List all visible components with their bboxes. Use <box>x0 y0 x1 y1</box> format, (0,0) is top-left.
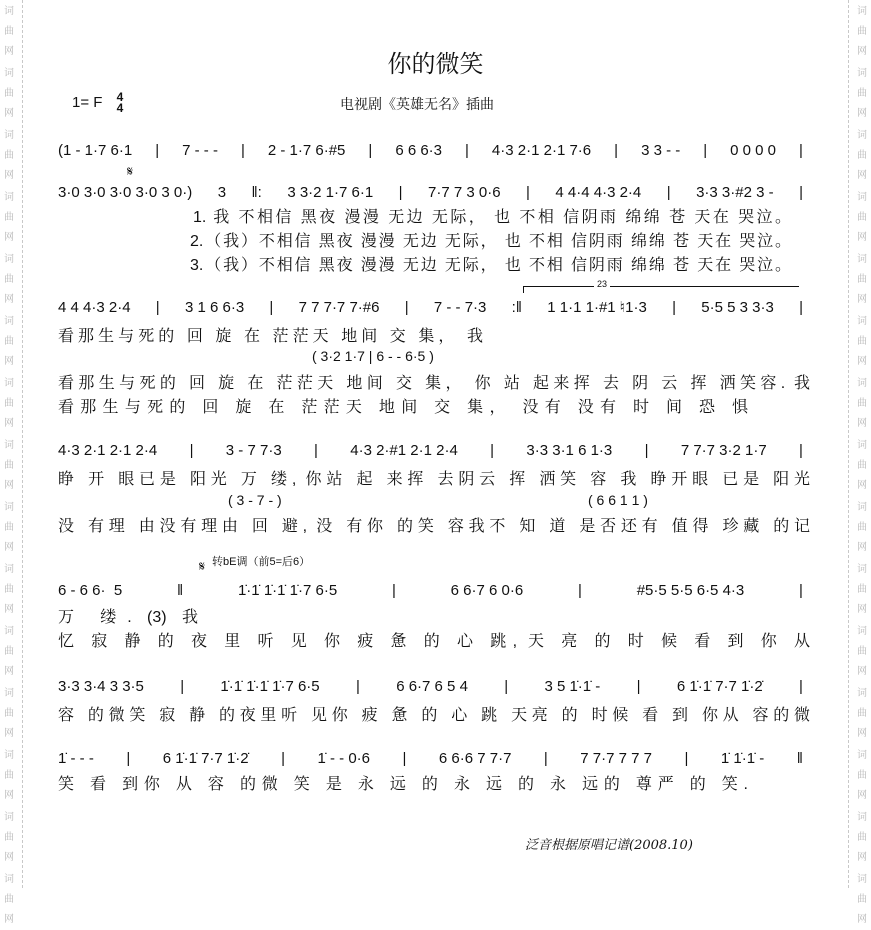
watermark-text: 词 曲 网 <box>4 68 14 119</box>
barline: | <box>398 183 403 201</box>
measure-notes: 3·3 3·4 3 3·5 <box>58 677 144 695</box>
measure-notes: 1̇·1̇ 1̇·1̇ 1̇·7 6·5 <box>220 677 320 695</box>
lyric-line: 1. 我 不相信 黑夜 漫漫 无边 无际， 也 不相 信阴雨 绵绵 苍 天在 哭泣。 <box>193 209 791 226</box>
watermark-text: 词 曲 网 <box>4 378 14 429</box>
watermark-text: 词 曲 网 <box>857 874 867 925</box>
measure-notes: #5·5 5·5 6·5 4·3 <box>636 581 745 599</box>
measure-notes: 1̇·1̇ 1̇·1̇ 1̇·7 6·5 <box>237 581 338 599</box>
barline: | <box>614 141 619 159</box>
measure-notes: 3·0 3·0 3·0 3·0 3 0·) <box>58 183 193 201</box>
watermark-text: 词 曲 网 <box>857 68 867 119</box>
barline: | <box>799 141 803 159</box>
score-row-2 <box>58 181 803 203</box>
measure-notes: 3 3 - - <box>641 141 681 159</box>
barline: | <box>526 183 530 201</box>
measure-notes: 6 6 6·3 <box>395 141 443 159</box>
score-row-1 <box>58 139 803 161</box>
measure-notes: 2 - 1·7 6·#5 <box>267 141 346 159</box>
barline: | <box>355 677 360 695</box>
volta-number: 23 <box>594 279 610 289</box>
barline: | <box>578 581 582 599</box>
barline: | <box>799 298 803 316</box>
watermark-text: 词 曲 网 <box>4 6 14 57</box>
measure-notes: 7·7 7 3 0·6 <box>428 183 501 201</box>
lyric-line: 笑 看 到你 从 容 的微 笑 是 永 远 的 永 远 的 永 远的 尊严 的 笑. <box>58 776 748 793</box>
measure-notes: 3·3 3·1 6 1·3 <box>526 441 613 459</box>
watermark-text: 词 曲 网 <box>857 254 867 305</box>
barline: | <box>155 141 160 159</box>
watermark-text: 词 曲 网 <box>4 130 14 181</box>
measure-notes: 6 1̇·1̇ 7·7 1̇·2̇ <box>162 749 249 767</box>
watermark-text: 词 曲 网 <box>4 812 14 863</box>
barline: | <box>799 441 803 459</box>
watermark-text: 词 曲 网 <box>857 812 867 863</box>
watermark-text: 词 曲 网 <box>4 874 14 925</box>
lyric-line: 没 有理 由没有理由 回 避, 没 有你 的笑 容我不 知 道 是否还有 值得 珍藏 的记 <box>58 518 810 535</box>
barline: | <box>644 441 649 459</box>
barline: | <box>636 677 641 695</box>
score-row-6 <box>58 675 803 697</box>
watermark-text: 词 曲 网 <box>857 626 867 677</box>
time-signature <box>117 92 124 114</box>
lyric-line: 看那生与死的 回 旋 在 茫茫天 地间 交 集， 你 站 起来挥 去 阴 云 挥 洒笑容. 我 <box>58 375 810 392</box>
watermark-text: 词 曲 网 <box>857 192 867 243</box>
watermark-text: 词 曲 网 <box>4 564 14 615</box>
measure-notes: 1̇ - - 0·6 <box>317 749 370 767</box>
barline: | <box>799 581 803 599</box>
barline: | <box>666 183 671 201</box>
alt-notes: ( 3·2 1·7 | 6 - - 6·5 ) <box>312 348 434 364</box>
song-title: 你的微笑 <box>387 50 484 78</box>
watermark-text: 词 曲 网 <box>4 192 14 243</box>
segno-icon: 𝄋 <box>127 163 134 179</box>
measure-notes: 1̇ - - - <box>58 749 94 767</box>
alt-notes: ( 6 6 1 1 ) <box>588 492 648 508</box>
lyric-line: 忆 寂 静 的 夜 里 听 见 你 疲 惫 的 心 跳, 天 亮 的 时 候 看 到 你 从 <box>58 633 810 650</box>
measure-notes: 3 3·2 1·7 6·1 <box>287 183 374 201</box>
watermark-right <box>855 0 869 925</box>
lyric-line: 容 的微笑 寂 静 的夜里听 见你 疲 惫 的 心 跳 天亮 的 时候 看 到 你从 容的微 <box>58 707 810 724</box>
barline: | <box>684 749 689 767</box>
measure-notes: 7 - - 7·3 <box>433 298 487 316</box>
watermark-text: 词 曲 网 <box>4 254 14 305</box>
watermark-text: 词 曲 网 <box>4 316 14 367</box>
watermark-text: 词 曲 网 <box>857 688 867 739</box>
margin-dashed-line <box>22 0 23 888</box>
measure-notes: 0 0 0 0 <box>730 141 777 159</box>
measure-notes: 6 6·6 7 7·7 <box>438 749 512 767</box>
measure-notes: 1̇ 1̇·1̇ - <box>720 749 765 767</box>
barline: | <box>180 677 185 695</box>
watermark-text: 词 曲 网 <box>857 564 867 615</box>
alt-notes: ( 3 - 7 - ) <box>228 492 282 508</box>
watermark-text: 词 曲 网 <box>4 626 14 677</box>
barline: | <box>543 749 548 767</box>
margin-dashed-line <box>848 0 849 888</box>
measure-notes: 1 1·1 1·#1 ♮1·3 <box>547 299 647 316</box>
transcription-credit: 泛音根据原唱记谱(2008.10) <box>525 838 693 853</box>
measure-notes: 6 - 6 6· 5 <box>58 581 123 599</box>
barline: ‖: <box>251 183 262 201</box>
score-row-4 <box>58 439 803 461</box>
watermark-text: 词 曲 网 <box>857 502 867 553</box>
watermark-text: 词 曲 网 <box>857 378 867 429</box>
time-sig-bottom: 4 <box>116 101 124 115</box>
barline: | <box>799 183 803 201</box>
watermark-text: 词 曲 网 <box>4 502 14 553</box>
watermark-text: 词 曲 网 <box>857 6 867 57</box>
barline: | <box>490 441 495 459</box>
barline: | <box>281 749 285 767</box>
lyric-line: 看那生与死的 回 旋 在 茫茫天 地间 交 集， 没有 没有 时 间 恐 惧 <box>58 399 748 416</box>
watermark-left <box>2 0 16 925</box>
segno-icon: 𝄋 <box>199 558 206 574</box>
measure-notes: 7 - - - <box>182 141 218 159</box>
barline: | <box>240 141 245 159</box>
measure-notes: 7 7·7 7 7 7 <box>580 749 653 767</box>
score-row-7 <box>58 747 803 769</box>
modulation-note: 转bE调（前5=后6） <box>212 556 311 568</box>
barline: | <box>155 298 160 316</box>
key-signature <box>72 92 123 114</box>
barline: | <box>126 749 131 767</box>
barline: | <box>504 677 509 695</box>
barline: ‖ <box>176 581 184 599</box>
measure-notes: 7 7·7 3·2 1·7 <box>680 441 767 459</box>
volta-bracket <box>523 279 799 293</box>
measure-notes: 4·3 2·1 2·1 7·6 <box>491 141 592 159</box>
lyric-line: 2.（我）不相信 黑夜 漫漫 无边 无际， 也 不相 信阴雨 绵绵 苍 天在 哭泣。 <box>190 233 791 250</box>
watermark-text: 词 曲 网 <box>857 440 867 491</box>
barline: | <box>314 441 318 459</box>
lyric-line: 万 缕. (3) 我 <box>58 609 198 626</box>
barline: | <box>703 141 708 159</box>
lyric-line: 睁 开 眼已是 阳光 万 缕, 你站 起 来挥 去阴云 挥 洒笑 容 我 睁开眼 已是 阳光 <box>58 471 810 488</box>
barline: :‖ <box>511 298 523 316</box>
score-row-5 <box>58 579 803 601</box>
barline: | <box>672 298 677 316</box>
barline: | <box>402 749 407 767</box>
song-subtitle: 电视剧《英雄无名》插曲 <box>340 97 494 113</box>
barline: | <box>391 581 396 599</box>
watermark-text: 词 曲 网 <box>857 750 867 801</box>
lyric-line: 看那生与死的 回 旋 在 茫茫天 地间 交 集， 我 <box>58 328 483 345</box>
measure-notes: 6 6·7 6 0·6 <box>450 581 524 599</box>
measure-notes: 3 - 7 7·3 <box>225 441 282 459</box>
measure-notes: 3 <box>217 183 227 201</box>
measure-notes: 3 1 6 6·3 <box>184 298 245 316</box>
measure-notes: 5·5 5 3 3·3 <box>701 298 774 316</box>
score-row-3 <box>58 296 803 318</box>
barline: | <box>799 677 803 695</box>
measure-notes: 6 6·7 6 5 4 <box>396 677 468 695</box>
barline: | <box>368 141 373 159</box>
key-label: 1= F <box>72 93 103 111</box>
measure-notes: 3 5 1̇·1̇ - <box>544 677 601 695</box>
watermark-text: 词 曲 网 <box>4 688 14 739</box>
watermark-text: 词 曲 网 <box>857 316 867 367</box>
barline: | <box>189 441 194 459</box>
barline: | <box>404 298 409 316</box>
watermark-text: 词 曲 网 <box>857 130 867 181</box>
lyric-line: 3.（我）不相信 黑夜 漫漫 无边 无际， 也 不相 信阴雨 绵绵 苍 天在 哭泣。 <box>190 257 791 274</box>
watermark-text: 词 曲 网 <box>4 750 14 801</box>
measure-notes: 4·3 2·#1 2·1 2·4 <box>350 441 458 459</box>
measure-notes: 3·3 3·#2 3 - <box>696 183 774 201</box>
barline: | <box>465 141 469 159</box>
measure-notes: 7 7 7·7 7·#6 <box>298 298 380 316</box>
measure-notes: 6 1̇·1̇ 7·7 1̇·2̇ <box>676 677 763 695</box>
watermark-text: 词 曲 网 <box>4 440 14 491</box>
measure-notes: 4 4 4·3 2·4 <box>58 298 131 316</box>
measure-notes: (1 - 1·7 6·1 <box>58 141 133 159</box>
barline: ‖ <box>796 749 803 767</box>
time-sig-top: 4 <box>116 90 124 104</box>
measure-notes: 4 4·4 4·3 2·4 <box>555 183 642 201</box>
barline: | <box>269 298 274 316</box>
measure-notes: 4·3 2·1 2·1 2·4 <box>58 441 158 459</box>
